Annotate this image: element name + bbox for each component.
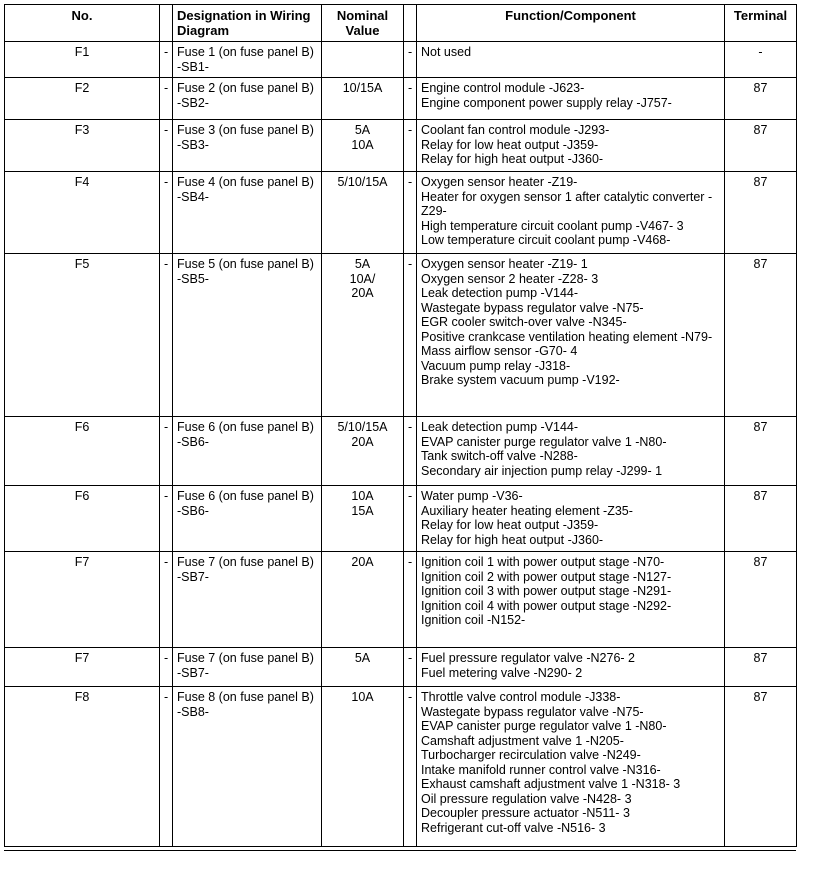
nominal-line: 10A [351, 137, 374, 152]
dash-separator: - [160, 254, 173, 417]
nominal-line: 10A [351, 690, 374, 705]
nominal-value [322, 78, 404, 120]
function-line: Engine component power supply relay -J757- [421, 95, 672, 110]
nominal-value [322, 486, 404, 552]
nominal-value [322, 687, 404, 847]
function-line: Low temperature circuit coolant pump -V468- [421, 233, 671, 248]
table-body [5, 42, 797, 847]
terminal: 87 [725, 552, 797, 648]
fuse-number: F7 [5, 648, 160, 687]
dash-separator: - [404, 687, 417, 847]
function-line: Oxygen sensor heater -Z19- [421, 175, 578, 190]
dash-separator: - [404, 78, 417, 120]
dash-separator: - [160, 486, 173, 552]
function-component [417, 552, 725, 648]
terminal: 87 [725, 486, 797, 552]
dash-separator: - [404, 172, 417, 254]
function-line: Oxygen sensor heater -Z19- 1 [421, 257, 588, 272]
designation: Fuse 6 (on fuse panel B) -SB6- [173, 417, 322, 486]
nominal-value [322, 648, 404, 687]
designation: Fuse 8 (on fuse panel B) -SB8- [173, 687, 322, 847]
function-line: Throttle valve control module -J338- [421, 690, 621, 705]
fuse-number: F8 [5, 687, 160, 847]
function-line: Refrigerant cut-off valve -N516- 3 [421, 820, 606, 835]
table-row [5, 687, 797, 847]
terminal: 87 [725, 254, 797, 417]
function-line: Relay for low heat output -J359- [421, 518, 599, 533]
table-row [5, 417, 797, 486]
designation: Fuse 6 (on fuse panel B) -SB6- [173, 486, 322, 552]
function-line: Fuel metering valve -N290- 2 [421, 665, 583, 680]
dash-separator: - [160, 120, 173, 172]
dash-separator: - [404, 552, 417, 648]
nominal-line: 10/15A [342, 81, 383, 96]
nominal-value [322, 42, 404, 78]
function-line: Relay for high heat output -J360- [421, 152, 604, 167]
function-line: Leak detection pump -V144- [421, 420, 579, 435]
function-line: Ignition coil 4 with power output stage -N292- [421, 598, 672, 613]
table-row [5, 552, 797, 648]
nominal-line: 5A [354, 257, 371, 272]
designation: Fuse 3 (on fuse panel B) -SB3- [173, 120, 322, 172]
nominal-value [322, 552, 404, 648]
dash-separator: - [160, 42, 173, 78]
col-header-spacer-2 [404, 5, 417, 42]
fuse-number: F3 [5, 120, 160, 172]
dash-separator: - [160, 417, 173, 486]
dash-separator: - [404, 120, 417, 172]
nominal-value [322, 172, 404, 254]
function-line: Mass airflow sensor -G70- 4 [421, 344, 578, 359]
dash-separator: - [160, 172, 173, 254]
function-line: Fuel pressure regulator valve -N276- 2 [421, 651, 635, 666]
function-line: Oil pressure regulation valve -N428- 3 [421, 791, 632, 806]
designation: Fuse 4 (on fuse panel B) -SB4- [173, 172, 322, 254]
table-header [5, 5, 797, 42]
nominal-line: 10A [351, 489, 374, 504]
table-row [5, 172, 797, 254]
nominal-line: 20A [351, 286, 374, 301]
col-header-no: No. [5, 5, 160, 42]
function-component [417, 42, 725, 78]
dash-separator: - [404, 254, 417, 417]
function-line: Decoupler pressure actuator -N511- 3 [421, 806, 630, 821]
function-component [417, 648, 725, 687]
fuse-number: F1 [5, 42, 160, 78]
dash-separator: - [160, 687, 173, 847]
nominal-line: 5A [354, 123, 371, 138]
designation: Fuse 5 (on fuse panel B) -SB5- [173, 254, 322, 417]
nominal-value [322, 417, 404, 486]
nominal-line: 20A [351, 434, 374, 449]
function-component [417, 120, 725, 172]
function-line: Oxygen sensor 2 heater -Z28- 3 [421, 271, 599, 286]
terminal: 87 [725, 417, 797, 486]
col-header-nominal-value: Nominal Value [322, 5, 404, 42]
function-line: Ignition coil 3 with power output stage -N291- [421, 584, 672, 599]
function-line: Tank switch-off valve -N288- [421, 449, 578, 464]
function-line: Wastegate bypass regulator valve -N75- [421, 300, 644, 315]
function-line: Brake system vacuum pump -V192- [421, 373, 620, 388]
designation: Fuse 1 (on fuse panel B) -SB1- [173, 42, 322, 78]
fuse-assignment-table-wrap [4, 4, 796, 851]
nominal-line: 20A [351, 555, 374, 570]
fuse-number: F4 [5, 172, 160, 254]
function-component [417, 172, 725, 254]
function-component [417, 486, 725, 552]
function-line: Ignition coil -N152- [421, 613, 526, 628]
function-line: Camshaft adjustment valve 1 -N205- [421, 733, 624, 748]
function-line: Positive crankcase ventilation heating element -N79- [421, 329, 713, 344]
fuse-number: F6 [5, 417, 160, 486]
nominal-line: 5/10/15A [337, 420, 388, 435]
col-header-terminal: Terminal [725, 5, 797, 42]
fuse-number: F2 [5, 78, 160, 120]
function-line: Intake manifold runner control valve -N316- [421, 762, 661, 777]
table-row [5, 78, 797, 120]
terminal: 87 [725, 78, 797, 120]
designation: Fuse 7 (on fuse panel B) -SB7- [173, 648, 322, 687]
designation: Fuse 7 (on fuse panel B) -SB7- [173, 552, 322, 648]
designation: Fuse 2 (on fuse panel B) -SB2- [173, 78, 322, 120]
function-line: Exhaust camshaft adjustment valve 1 -N318- 3 [421, 777, 681, 792]
terminal: 87 [725, 172, 797, 254]
function-line: Relay for high heat output -J360- [421, 532, 604, 547]
dash-separator: - [404, 417, 417, 486]
function-line: Turbocharger recirculation valve -N249- [421, 748, 641, 763]
table-row [5, 486, 797, 552]
function-line: High temperature circuit coolant pump -V467- 3 [421, 218, 684, 233]
function-line: Ignition coil 2 with power output stage -N127- [421, 569, 672, 584]
dash-separator: - [404, 648, 417, 687]
nominal-value [322, 254, 404, 417]
terminal: 87 [725, 648, 797, 687]
nominal-line: 10A/ [349, 271, 376, 286]
dash-separator: - [160, 78, 173, 120]
function-component [417, 78, 725, 120]
function-line: Wastegate bypass regulator valve -N75- [421, 704, 644, 719]
function-line: Not used [421, 45, 472, 60]
table-row [5, 254, 797, 417]
function-line: Engine control module -J623- [421, 81, 585, 96]
dash-separator: - [404, 486, 417, 552]
dash-separator: - [404, 42, 417, 78]
function-line: Auxiliary heater heating element -Z35- [421, 503, 633, 518]
function-line: Secondary air injection pump relay -J299- 1 [421, 463, 663, 478]
col-header-spacer-1 [160, 5, 173, 42]
nominal-line: 5/10/15A [337, 175, 388, 190]
function-line: Leak detection pump -V144- [421, 286, 579, 301]
fuse-number: F6 [5, 486, 160, 552]
function-line: Heater for oxygen sensor 1 after catalytic converter -Z29- [421, 189, 713, 219]
header-row [5, 5, 797, 42]
function-line: EGR cooler switch-over valve -N345- [421, 315, 627, 330]
nominal-line: 15A [351, 503, 374, 518]
dash-separator: - [160, 648, 173, 687]
function-component [417, 254, 725, 417]
table-row [5, 648, 797, 687]
function-line: Vacuum pump relay -J318- [421, 358, 571, 373]
bottom-rule [4, 850, 796, 851]
function-line: Ignition coil 1 with power output stage -N70- [421, 555, 665, 570]
terminal: - [725, 42, 797, 78]
function-line: Coolant fan control module -J293- [421, 123, 610, 138]
function-component [417, 687, 725, 847]
table-row [5, 120, 797, 172]
fuse-number: F7 [5, 552, 160, 648]
dash-separator: - [160, 552, 173, 648]
fuse-number: F5 [5, 254, 160, 417]
terminal: 87 [725, 687, 797, 847]
function-line: EVAP canister purge regulator valve 1 -N80- [421, 719, 667, 734]
nominal-line: 5A [354, 651, 371, 666]
function-line: Water pump -V36- [421, 489, 523, 504]
col-header-function-component: Function/Component [417, 5, 725, 42]
terminal: 87 [725, 120, 797, 172]
col-header-designation: Designation in Wiring Diagram [173, 5, 322, 42]
function-line: EVAP canister purge regulator valve 1 -N80- [421, 434, 667, 449]
function-component [417, 417, 725, 486]
fuse-assignment-table [4, 4, 797, 847]
function-line: Relay for low heat output -J359- [421, 137, 599, 152]
nominal-value [322, 120, 404, 172]
table-row [5, 42, 797, 78]
